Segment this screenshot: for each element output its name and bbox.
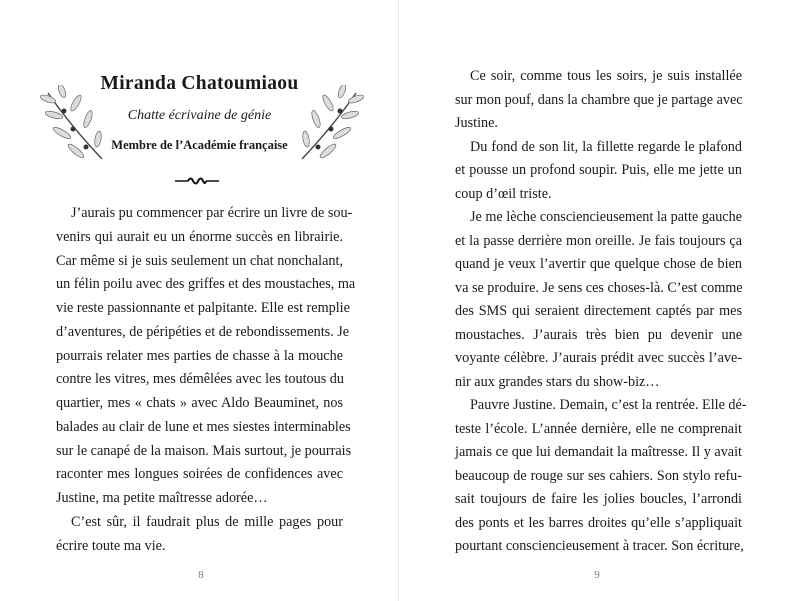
text-line: moustaches. J’aurais très bien pu devenir une — [455, 326, 742, 343]
text-line: des ponts et les barres droites qu’elle s’appliquait — [455, 514, 742, 531]
text-line: jamais ce que lui demandait la maîtresse. Il y avait — [455, 444, 742, 460]
ornament-flourish-icon — [174, 175, 220, 187]
text-line: Je me lèche consciencieusement la patte gauche — [470, 209, 742, 225]
text-line: teste l’école. L’année dernière, elle ne comprenait — [455, 420, 742, 437]
text-line: Ce soir, comme tous les soirs, je suis installée — [470, 68, 742, 84]
olive-branch-icon — [40, 85, 108, 165]
text-line: écrire toute ma vie. — [56, 537, 166, 554]
text-line: quand je veux l’avertir que quelque chose de bien — [455, 256, 742, 272]
author-subtitle: Chatte écrivaine de génie — [127, 108, 272, 123]
text-line: sur mon pouf, dans la chambre que je partage avec — [455, 91, 743, 108]
text-line: pourrais relater mes parties de chasse à la mouche — [56, 347, 343, 364]
text-line: raconter mes longues soirées de confidences avec — [56, 466, 343, 483]
text-line: contre les vitres, mes démêlées avec les toutous du — [56, 371, 344, 388]
text-line: va se produire. Je sens ces choses-là. C’est comme — [455, 279, 743, 296]
author-name: Miranda Chatoumiaou — [100, 73, 299, 94]
text-line: un félin poilu avec des griffes et des moustaches, ma — [56, 276, 356, 293]
page-number: 8 — [198, 569, 204, 581]
text-line: et la passe derrière mon oreille. Je fais toujours ça — [455, 232, 742, 249]
right-page — [399, 0, 798, 601]
text-line: C’est sûr, il faudrait plus de mille pages pour — [71, 513, 343, 530]
olive-branch-icon — [296, 85, 364, 165]
text-line: nir aux grandes stars du show-biz… — [455, 373, 660, 390]
text-line: coup d’œil triste. — [455, 185, 552, 202]
text-line: Pauvre Justine. Demain, c’est la rentrée. Elle dé- — [470, 397, 747, 413]
text-line: beaucoup de rouge sur ses cahiers. Son stylo refu- — [455, 467, 742, 484]
text-line: Justine. — [455, 115, 498, 131]
author-membership: Membre de l’Académie française — [111, 138, 288, 152]
text-line: Car même si je suis seulement un chat nonchalant, — [56, 252, 343, 269]
text-line: d’aventures, de péripéties et de rebondissements. Je — [56, 323, 350, 340]
text-line: Justine, ma petite maîtresse adorée… — [56, 490, 268, 506]
text-line: Du fond de son lit, la fillette regarde le plafond — [470, 138, 742, 155]
text-line: J’aurais pu commencer par écrire un livre de sou- — [71, 205, 353, 221]
text-line: quartier, mes « chats » avec Aldo Beauminet, nos — [56, 395, 343, 411]
text-line: pourtant consciencieusement à tracer. Son écriture, — [455, 538, 744, 554]
page-number: 9 — [594, 569, 600, 581]
text-line: voyante célèbre. J’aurais prédit avec succès l’ave- — [455, 350, 742, 366]
text-line: balades au clair de lune et mes siestes interminables — [56, 418, 351, 435]
text-line: vie reste passionnante et palpitante. Elle est remplie — [56, 300, 350, 316]
text-line: des SMS qui seraient directement captés par mes — [455, 303, 742, 319]
text-line: sur le canapé de la maison. Mais surtout, je pourrais — [56, 442, 352, 459]
text-line: sait toujours de faire les jolies boucles, l’arrondi — [455, 491, 742, 507]
text-line: venirs qui aurait eu un énorme succès en librairie. — [56, 228, 343, 245]
text-line: et pousse un profond soupir. Puis, elle me jette un — [455, 162, 742, 178]
